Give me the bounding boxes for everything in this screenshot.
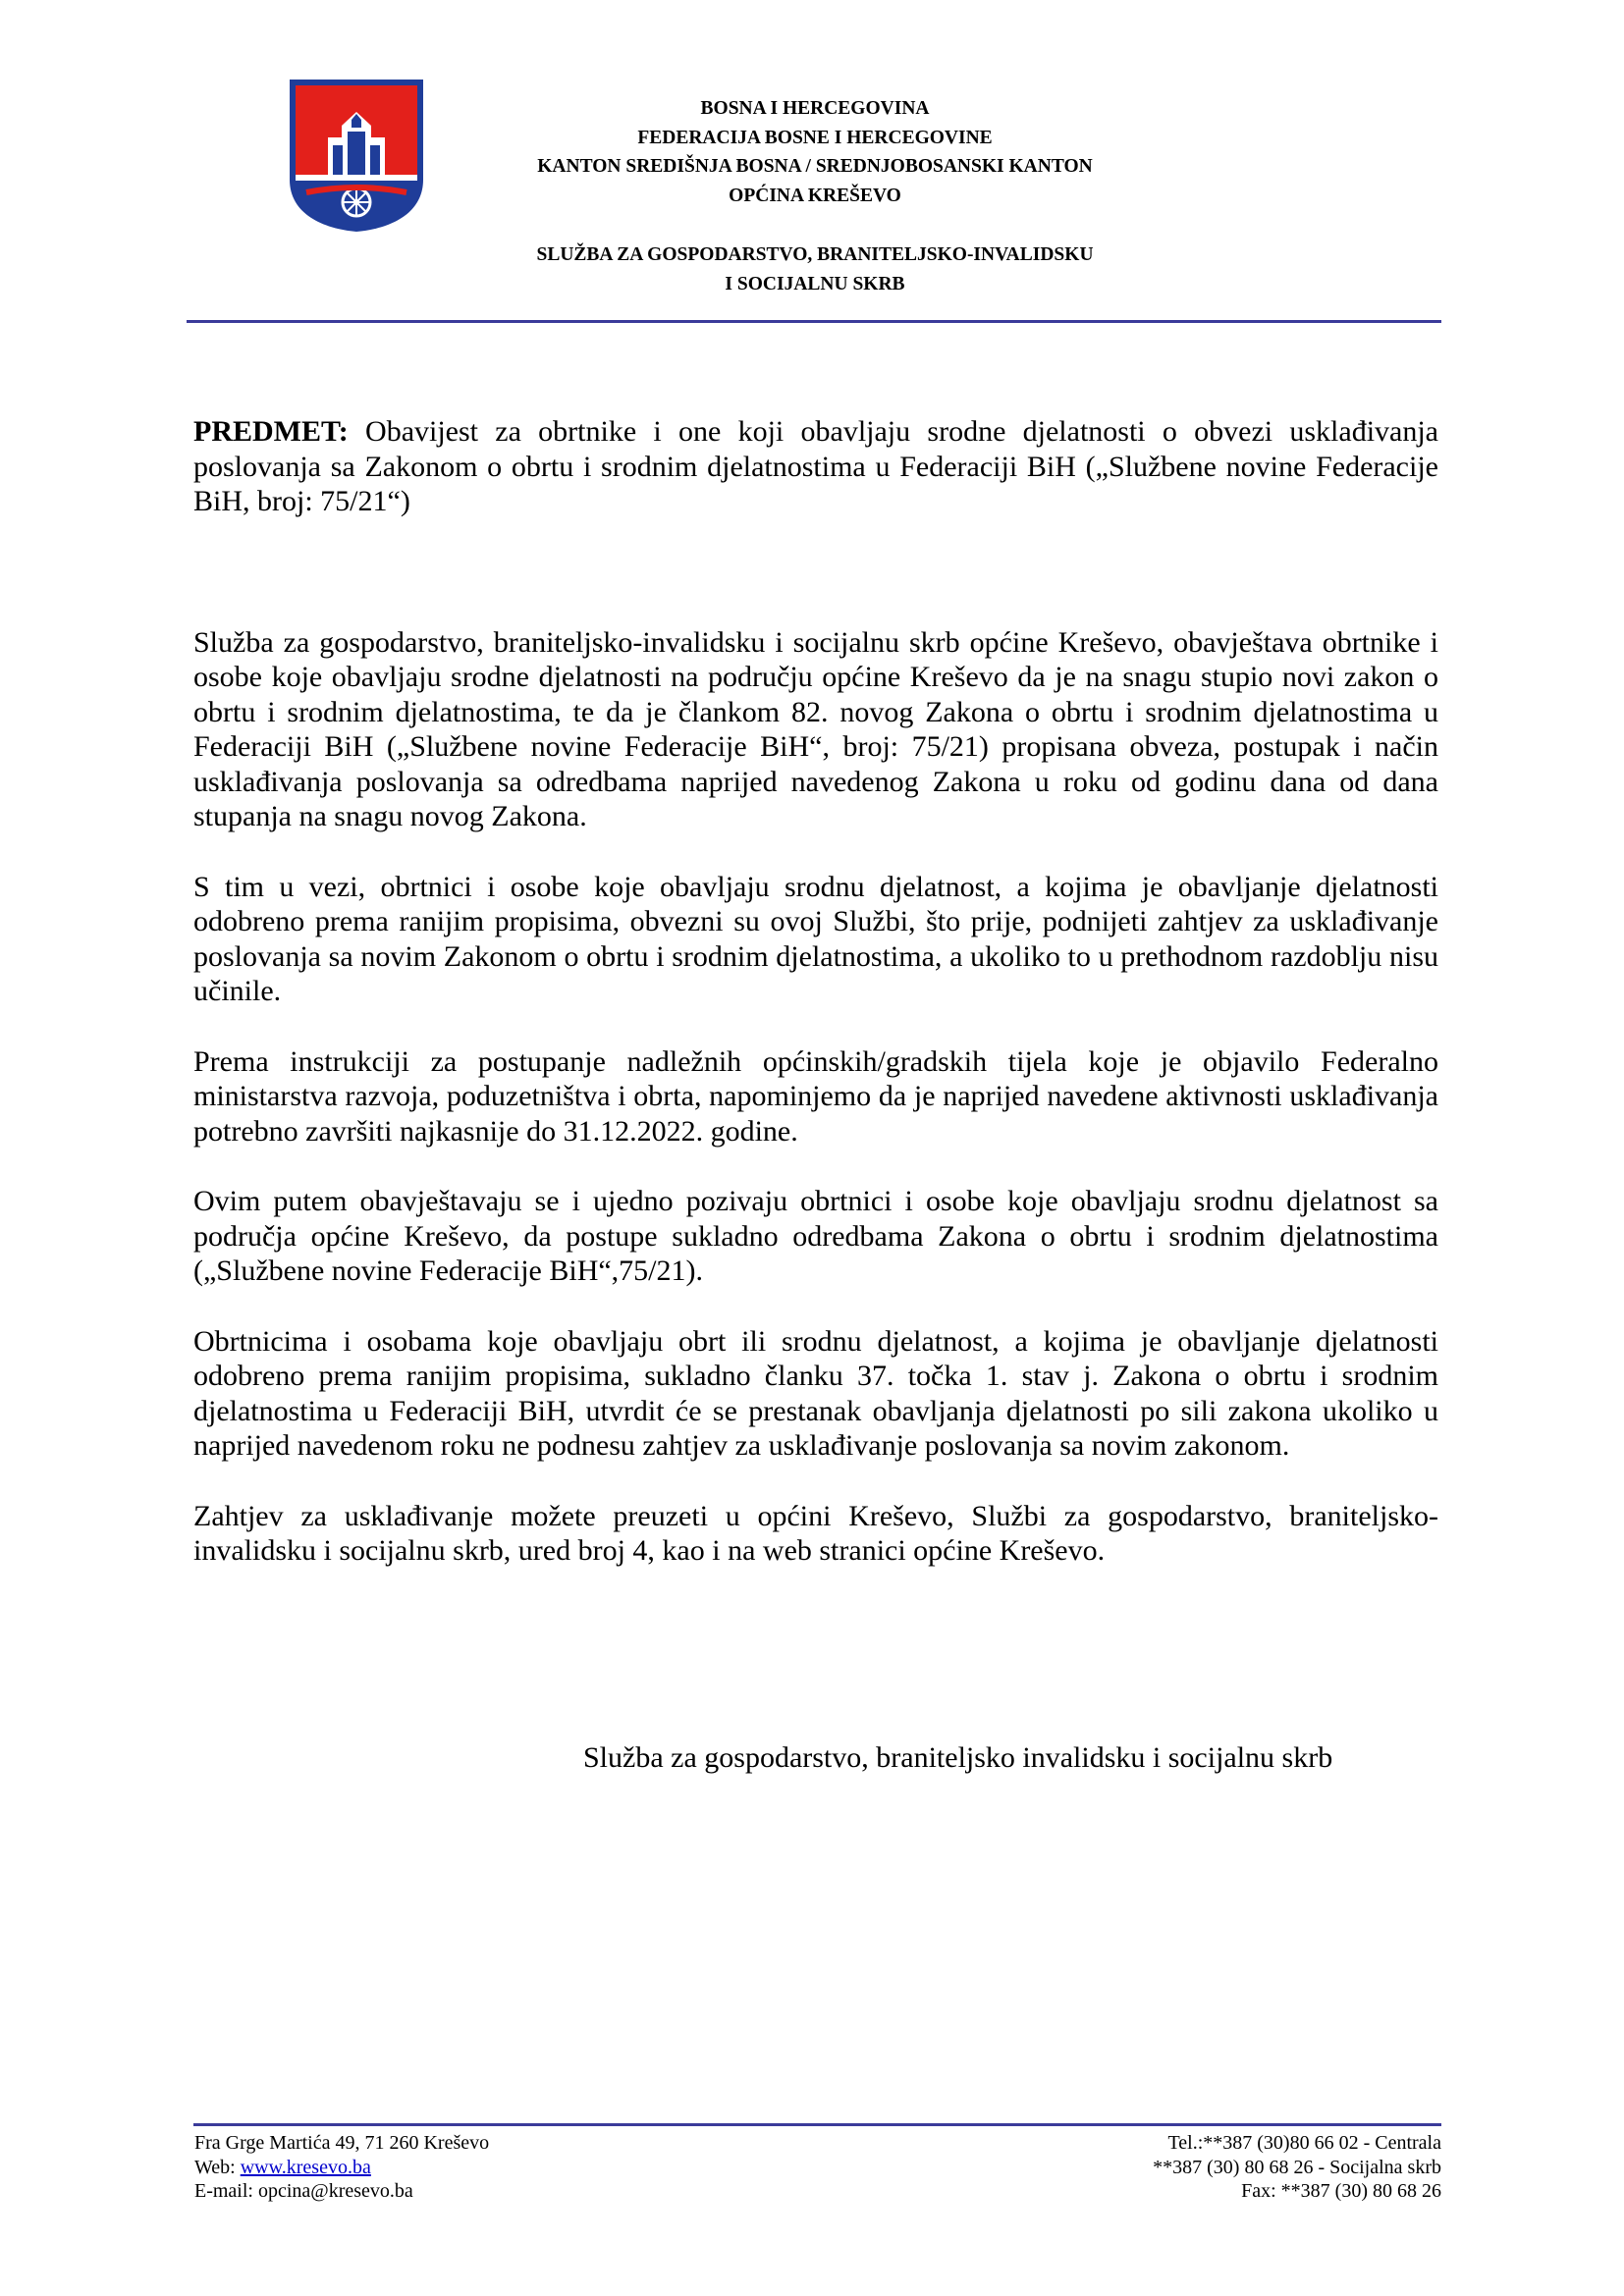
body-paragraph-3: Prema instrukciji za postupanje nadležnih općinskih/gradskih tijela koje je objavilo Federalno ministarstva razvoja, poduzetništva i obrta, napominjemo da je naprijed navedene aktivnosti usklađivanja potrebno završiti najkasnije do 31.12.2022. godine. [193,1044,1438,1148]
header-department-lines [452,240,1178,298]
header-line-canton: KANTON SREDIŠNJA BOSNA / SREDNJOBOSANSKI KANTON [537,156,1093,177]
footer-web-line [194,2156,489,2180]
department-line-1: SLUŽBA ZA GOSPODARSTVO, BRANITELJSKO-INVALIDSKU [536,244,1094,265]
footer-web-label: Web: [194,2156,241,2178]
signature: Služba za gospodarstvo, braniteljsko invalidsku i socijalnu skrb [583,1741,1333,1774]
footer-fax: Fax: **387 (30) 80 68 26 [1241,2180,1441,2202]
body-paragraph-5: Obrtnicima i osobama koje obavljaju obrt ili srodnu djelatnost, a kojima je obavljanje djelatnosti odobreno prema ranijim propisima, sukladno članku 37. točka 1. stav j. Zakona o obrtu i srodnim djelatnostima u Federaciji BiH, utvrdit će se prestanak obavljanja djelatnosti po sili zakona ukoliko u naprijed navedenom roku ne podnesu zahtjev za usklađivanje poslovanja sa novim zakonom. [193,1324,1438,1462]
header-line-federation: FEDERACIJA BOSNE I HERCEGOVINE [637,127,993,148]
footer-email: E-mail: opcina@kresevo.ba [194,2180,413,2202]
footer-divider [193,2123,1441,2126]
footer-contact-left [194,2131,489,2204]
footer-tel-social: **387 (30) 80 68 26 - Socijalna skrb [1153,2156,1441,2178]
footer-address: Fra Grge Martića 49, 71 260 Kreševo [194,2132,490,2154]
subject-label: PREDMET: [193,415,349,448]
subject-paragraph [193,414,1438,519]
footer-web-link[interactable]: www.kresevo.ba [240,2156,371,2178]
body-paragraph-2: S tim u vezi, obrtnici i osobe koje obavljaju srodnu djelatnost, a kojima je obavljanje djelatnosti odobreno prema ranijim propisima, obvezni su ovoj Službi, što prije, podnijeti zahtjev za usklađivanje poslovanja sa novim Zakonom o obrtu i srodnim djelatnostima, a ukoliko to u prethodnom razdoblju nisu učinile. [193,870,1438,1007]
document-body [193,414,1438,1604]
department-line-2: I SOCIJALNU SKRB [725,273,905,294]
header-line-country: BOSNA I HERCEGOVINA [700,98,930,119]
kresevo-coat-of-arms-icon [287,77,426,234]
body-paragraph-4: Ovim putem obavještavaju se i ujedno pozivaju obrtnici i osobe koje obavljaju srodnu djelatnost sa područja općine Kreševo, da postupe sukladno odredbama Zakona o obrtu i srodnim djelatnostima („Službene novine Federacije BiH“,75/21). [193,1185,1438,1287]
footer-tel-central: Tel.:**387 (30)80 66 02 - Centrala [1167,2132,1441,2154]
header-institution-lines [452,94,1178,210]
body-paragraph-1: Služba za gospodarstvo, braniteljsko-invalidsku i socijalnu skrb općine Kreševo, obavještava obrtnike i osobe koje obavljaju srodne djelatnosti na području općine Kreševo da je na snagu stupio novi zakon o obrtu i srodnim djelatnostima, te da je člankom 82. novog Zakona o obrtu i srodnim djelatnostima u Federaciji BiH („Službene novine Federacije BiH“, broj: 75/21) propisana obveza, postupak i način usklađivanja poslovanja sa odredbama naprijed navedenog Zakona u roku od godinu dana od dana stupanja na snagu novog Zakona. [193,625,1438,832]
subject-text: Obavijest za obrtnike i one koji obavljaju srodne djelatnosti o obvezi usklađivanja poslovanja sa Zakonom o obrtu i srodnim djelatnostima u Federaciji BiH („Službene novine Federacije BiH, broj: 75/21“) [193,415,1439,517]
body-paragraph-6: Zahtjev za usklađivanje možete preuzeti u općini Kreševo, Službi za gospodarstvo, braniteljsko-invalidsku i socijalnu skrb, ured broj 4, kao i na web stranici općine Kreševo. [193,1499,1438,1567]
header-line-municipality: OPĆINA KREŠEVO [729,185,901,206]
footer-contact-right [1153,2131,1441,2204]
header-divider [187,320,1441,323]
